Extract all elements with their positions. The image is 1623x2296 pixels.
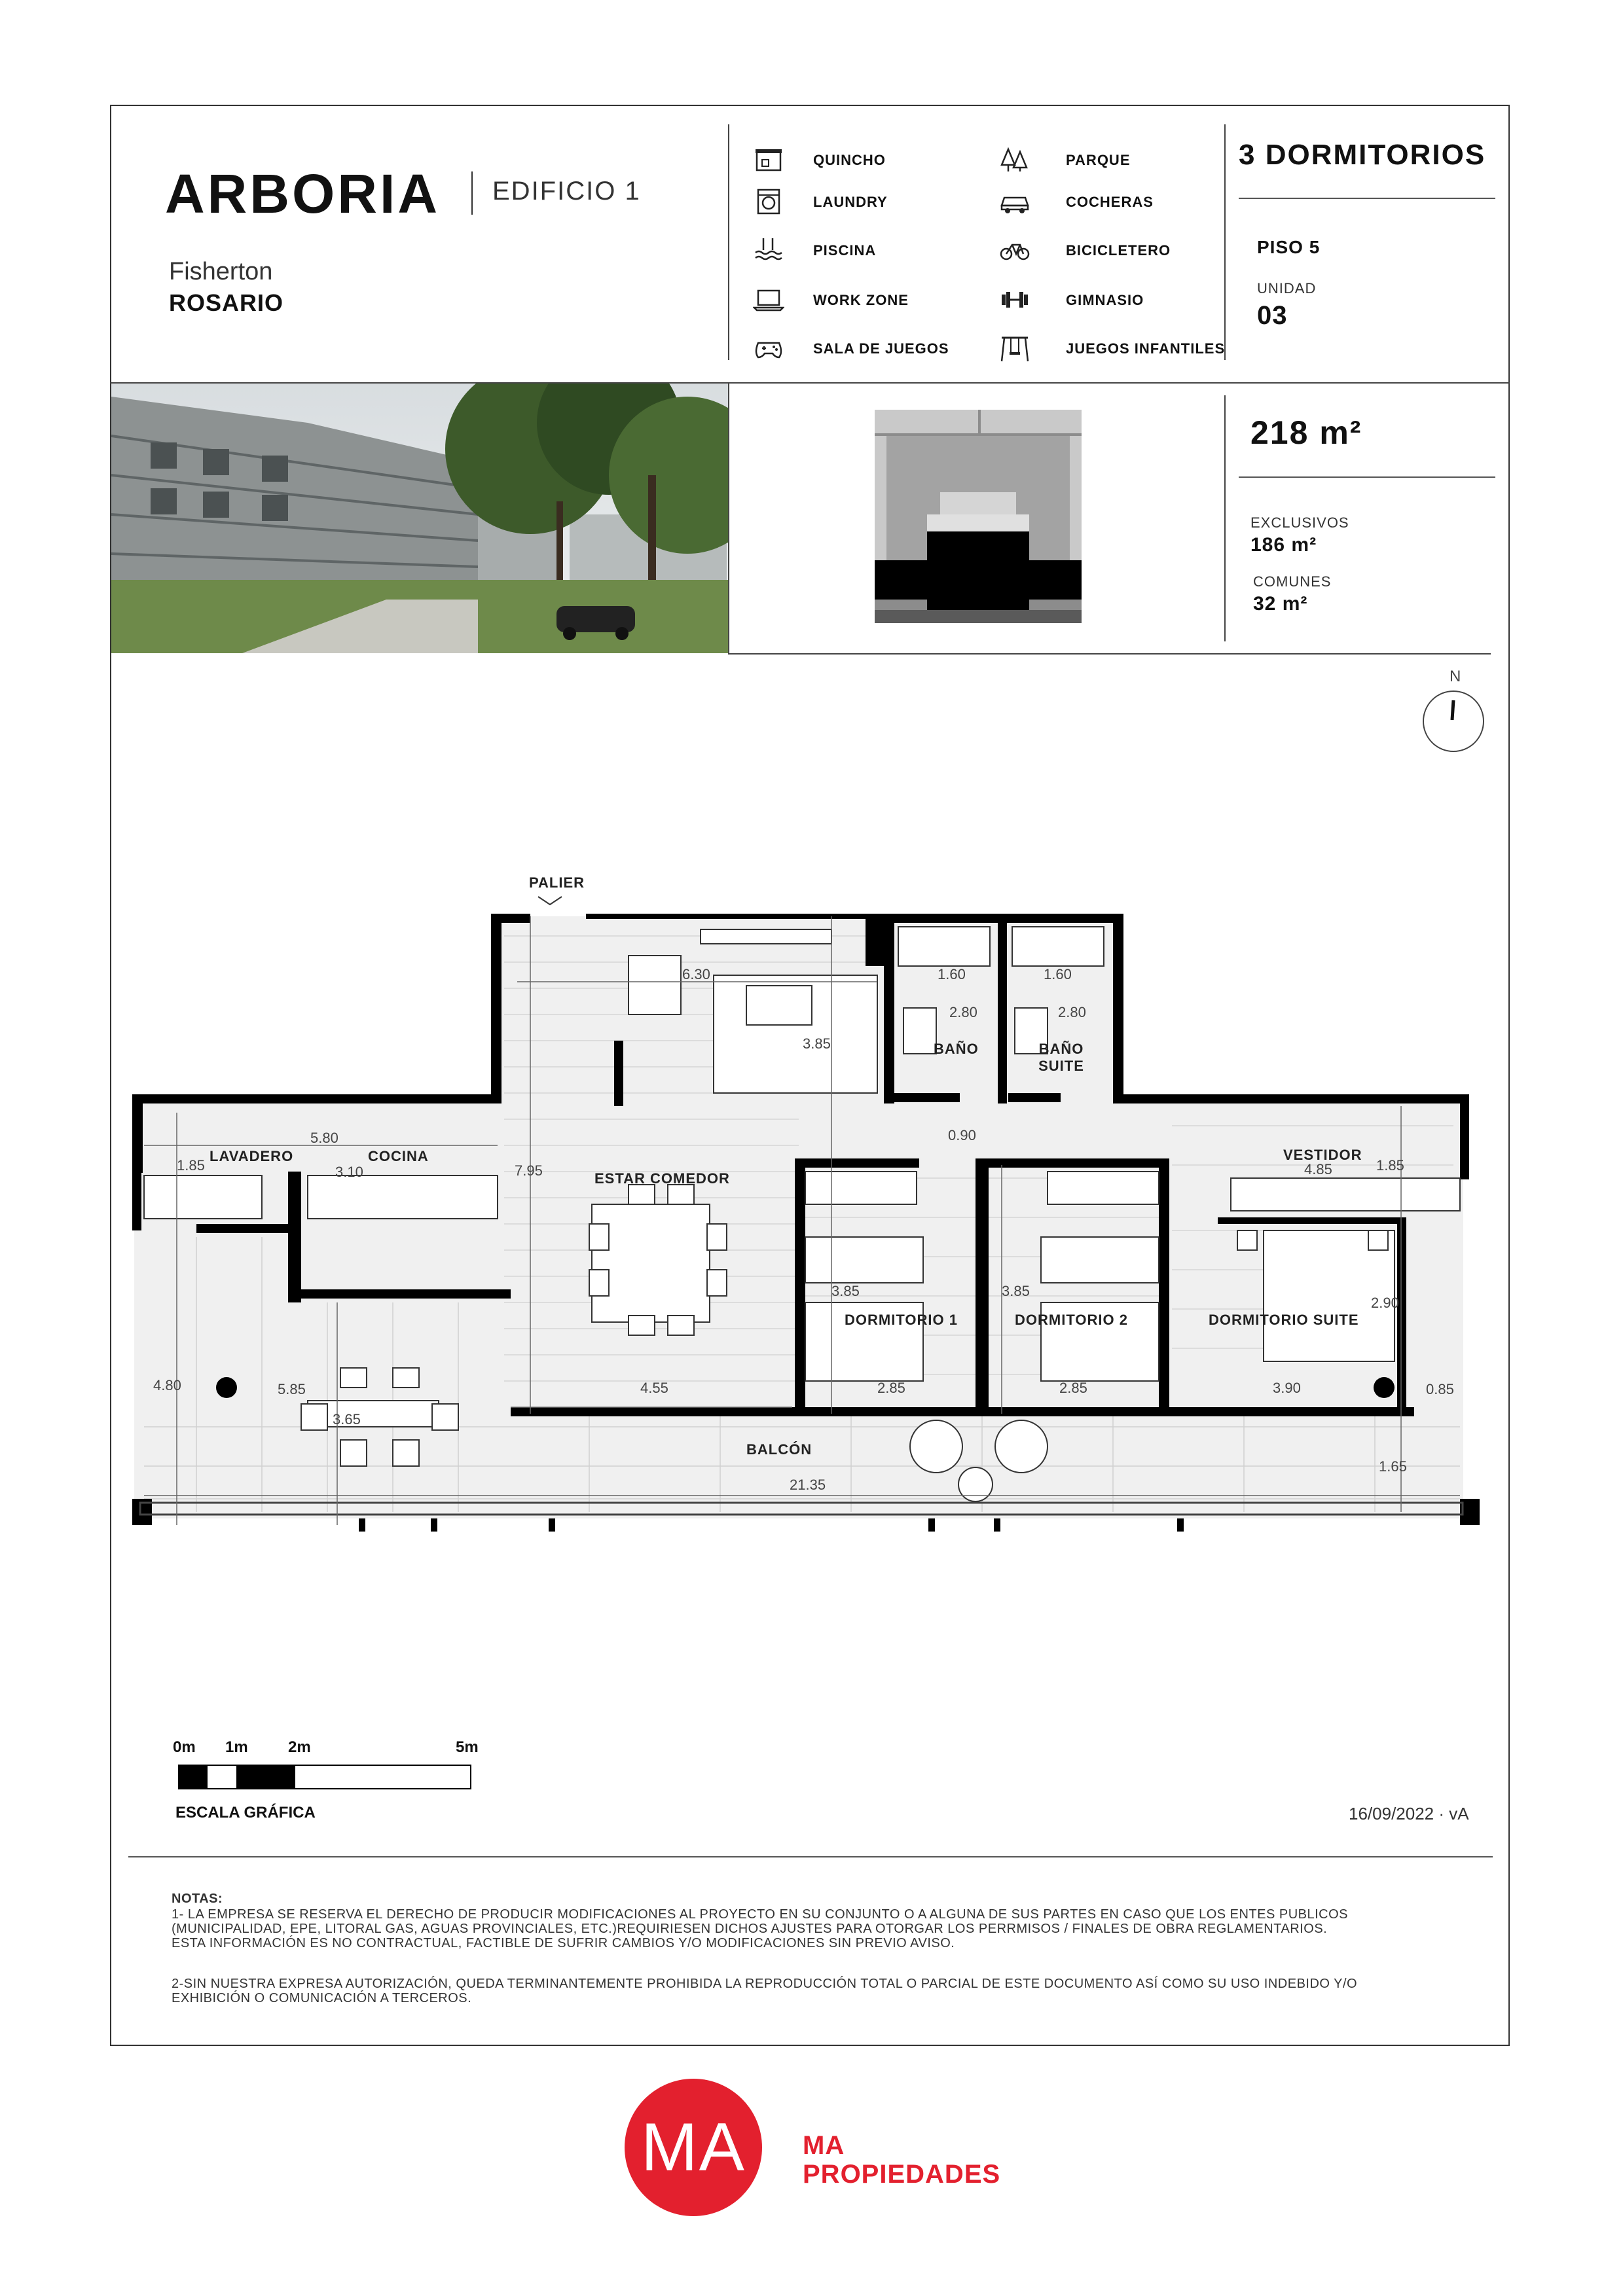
room-cocina: COCINA	[368, 1148, 429, 1164]
scale-bar	[178, 1765, 471, 1789]
dimension-label: 1.85	[1376, 1157, 1404, 1174]
room-vestidor: VESTIDOR	[1283, 1147, 1362, 1163]
amenity-label: COCHERAS	[1066, 194, 1154, 210]
dimension-label: 1.60	[1044, 966, 1072, 982]
scale-label: ESCALA GRÁFICA	[175, 1804, 316, 1821]
dimension-label: 3.85	[803, 1035, 831, 1052]
note-2-line-1: 2-SIN NUESTRA EXPRESA AUTORIZACIÓN, QUEDA TERMINANTEMENTE PROHIBIDA LA REPRODUCCIÓN TOTAL O PARCIAL DE ESTE DOCUMENTO ASÍ COMO SU USO INDEBIDO Y/O	[172, 1977, 1358, 1991]
dimension-label: 2.85	[1059, 1380, 1087, 1396]
note-1-line-2: (MUNICIPALIDAD, EPE, LITORAL GAS, AGUAS PROVINCIALES, ETC.)REQUIRIESEN DICHOS AJUSTES PARA OTORGAR LOS PERRMISOS / FINALES DE OBRA REGLAMENTARIOS.	[172, 1922, 1328, 1936]
exclusive-area: 186 m²	[1250, 534, 1317, 556]
notes-top-line	[128, 1856, 1493, 1857]
note-2-line-2: EXHIBICIÓN O COMUNICACIÓN A TERCEROS.	[172, 1991, 472, 2005]
dimension-label: 0.85	[1426, 1381, 1454, 1397]
amenity-label: QUINCHO	[813, 152, 886, 168]
dimension-label: 5.80	[310, 1130, 338, 1146]
city: ROSARIO	[169, 289, 284, 316]
amenity-label: PARQUE	[1066, 152, 1131, 168]
scale-mark-2: 2m	[288, 1738, 311, 1756]
amenity-label: BICICLETERO	[1066, 242, 1171, 259]
north-label: N	[1450, 668, 1461, 685]
room-dormitorio-1: DORMITORIO 1	[845, 1312, 958, 1328]
dimension-label: 3.85	[1002, 1283, 1030, 1299]
logo-mark: MA	[641, 2109, 746, 2185]
note-1-line-3: ESTA INFORMACIÓN ES NO CONTRACTUAL, FACTIBLE DE SUFRIR CAMBIOS Y/O MODIFICACIONES SIN PREVIO AVISO.	[172, 1936, 955, 1950]
logo-name-line-1: MA	[803, 2131, 845, 2160]
note-1-line-1: 1- LA EMPRESA SE RESERVA EL DERECHO DE PRODUCIR MODIFICACIONES AL PROYECTO EN SU CONJUNTO O A ALGUNA DE SUS PARTES EN CASO QUE LOS ENTES PUBLICOS	[172, 1907, 1349, 1922]
exclusive-label: EXCLUSIVOS	[1250, 514, 1349, 531]
brand-title: ARBORIA	[165, 163, 440, 224]
dimension-label: 4.85	[1304, 1161, 1332, 1177]
amenity-label: WORK ZONE	[813, 292, 909, 308]
room-balcon: BALCÓN	[746, 1441, 812, 1458]
dimension-label: 5.85	[278, 1381, 306, 1397]
room-lavadero: LAVADERO	[210, 1148, 294, 1164]
dimension-label: 3.90	[1273, 1380, 1301, 1396]
dimension-label: 6.30	[682, 966, 710, 982]
dimension-label: 3.65	[333, 1411, 361, 1427]
dimension-label: 4.55	[640, 1380, 668, 1396]
common-label: COMUNES	[1253, 573, 1332, 590]
dimension-label: 21.35	[790, 1477, 826, 1493]
dimension-label: 1.60	[938, 966, 966, 982]
landing-label: PALIER	[529, 874, 585, 891]
dimension-label: 3.85	[831, 1283, 860, 1299]
floor-number: PISO 5	[1257, 237, 1321, 257]
total-area: 218 m²	[1250, 414, 1362, 451]
room-dormitorio-2: DORMITORIO 2	[1015, 1312, 1128, 1328]
unit-label: UNIDAD	[1257, 280, 1317, 296]
dimension-label: 2.90	[1371, 1295, 1399, 1311]
dimension-label: 7.95	[515, 1162, 543, 1179]
scale-mark-0: 0m	[173, 1738, 196, 1756]
amenity-label: GIMNASIO	[1066, 292, 1144, 308]
building-name: EDIFICIO 1	[492, 177, 641, 206]
amenity-label: SALA DE JUEGOS	[813, 340, 949, 357]
amenity-label: JUEGOS INFANTILES	[1066, 340, 1226, 357]
company-logo	[625, 2079, 762, 2216]
room-estar-comedor: ESTAR COMEDOR	[594, 1170, 730, 1187]
room-bano: BAÑO	[934, 1041, 979, 1057]
revision-date: 16/09/2022 · vA	[1349, 1804, 1469, 1823]
unit-number: 03	[1257, 301, 1288, 330]
bedrooms-count: 3 DORMITORIOS	[1239, 139, 1486, 171]
dimension-label: 1.85	[177, 1157, 205, 1174]
logo-name-line-2: PROPIEDADES	[803, 2160, 1001, 2189]
scale-mark-1: 1m	[225, 1738, 248, 1756]
dimension-label: 2.80	[1058, 1004, 1086, 1020]
neighborhood: Fisherton	[169, 258, 273, 285]
amenity-label: PISCINA	[813, 242, 877, 259]
dimension-label: 2.85	[877, 1380, 905, 1396]
room-bano-suite: BAÑO SUITE	[1038, 1041, 1084, 1074]
common-area: 32 m²	[1253, 593, 1308, 615]
dimension-label: 4.80	[153, 1377, 181, 1393]
notes-title: NOTAS:	[172, 1892, 223, 1906]
room-dormitorio-suite: DORMITORIO SUITE	[1209, 1312, 1359, 1328]
dimension-label: 0.90	[948, 1127, 976, 1143]
dimension-label: 1.65	[1379, 1458, 1407, 1475]
scale-mark-5: 5m	[456, 1738, 479, 1756]
dimension-label: 3.10	[335, 1164, 363, 1180]
amenity-label: LAUNDRY	[813, 194, 888, 210]
dimension-label: 2.80	[949, 1004, 977, 1020]
